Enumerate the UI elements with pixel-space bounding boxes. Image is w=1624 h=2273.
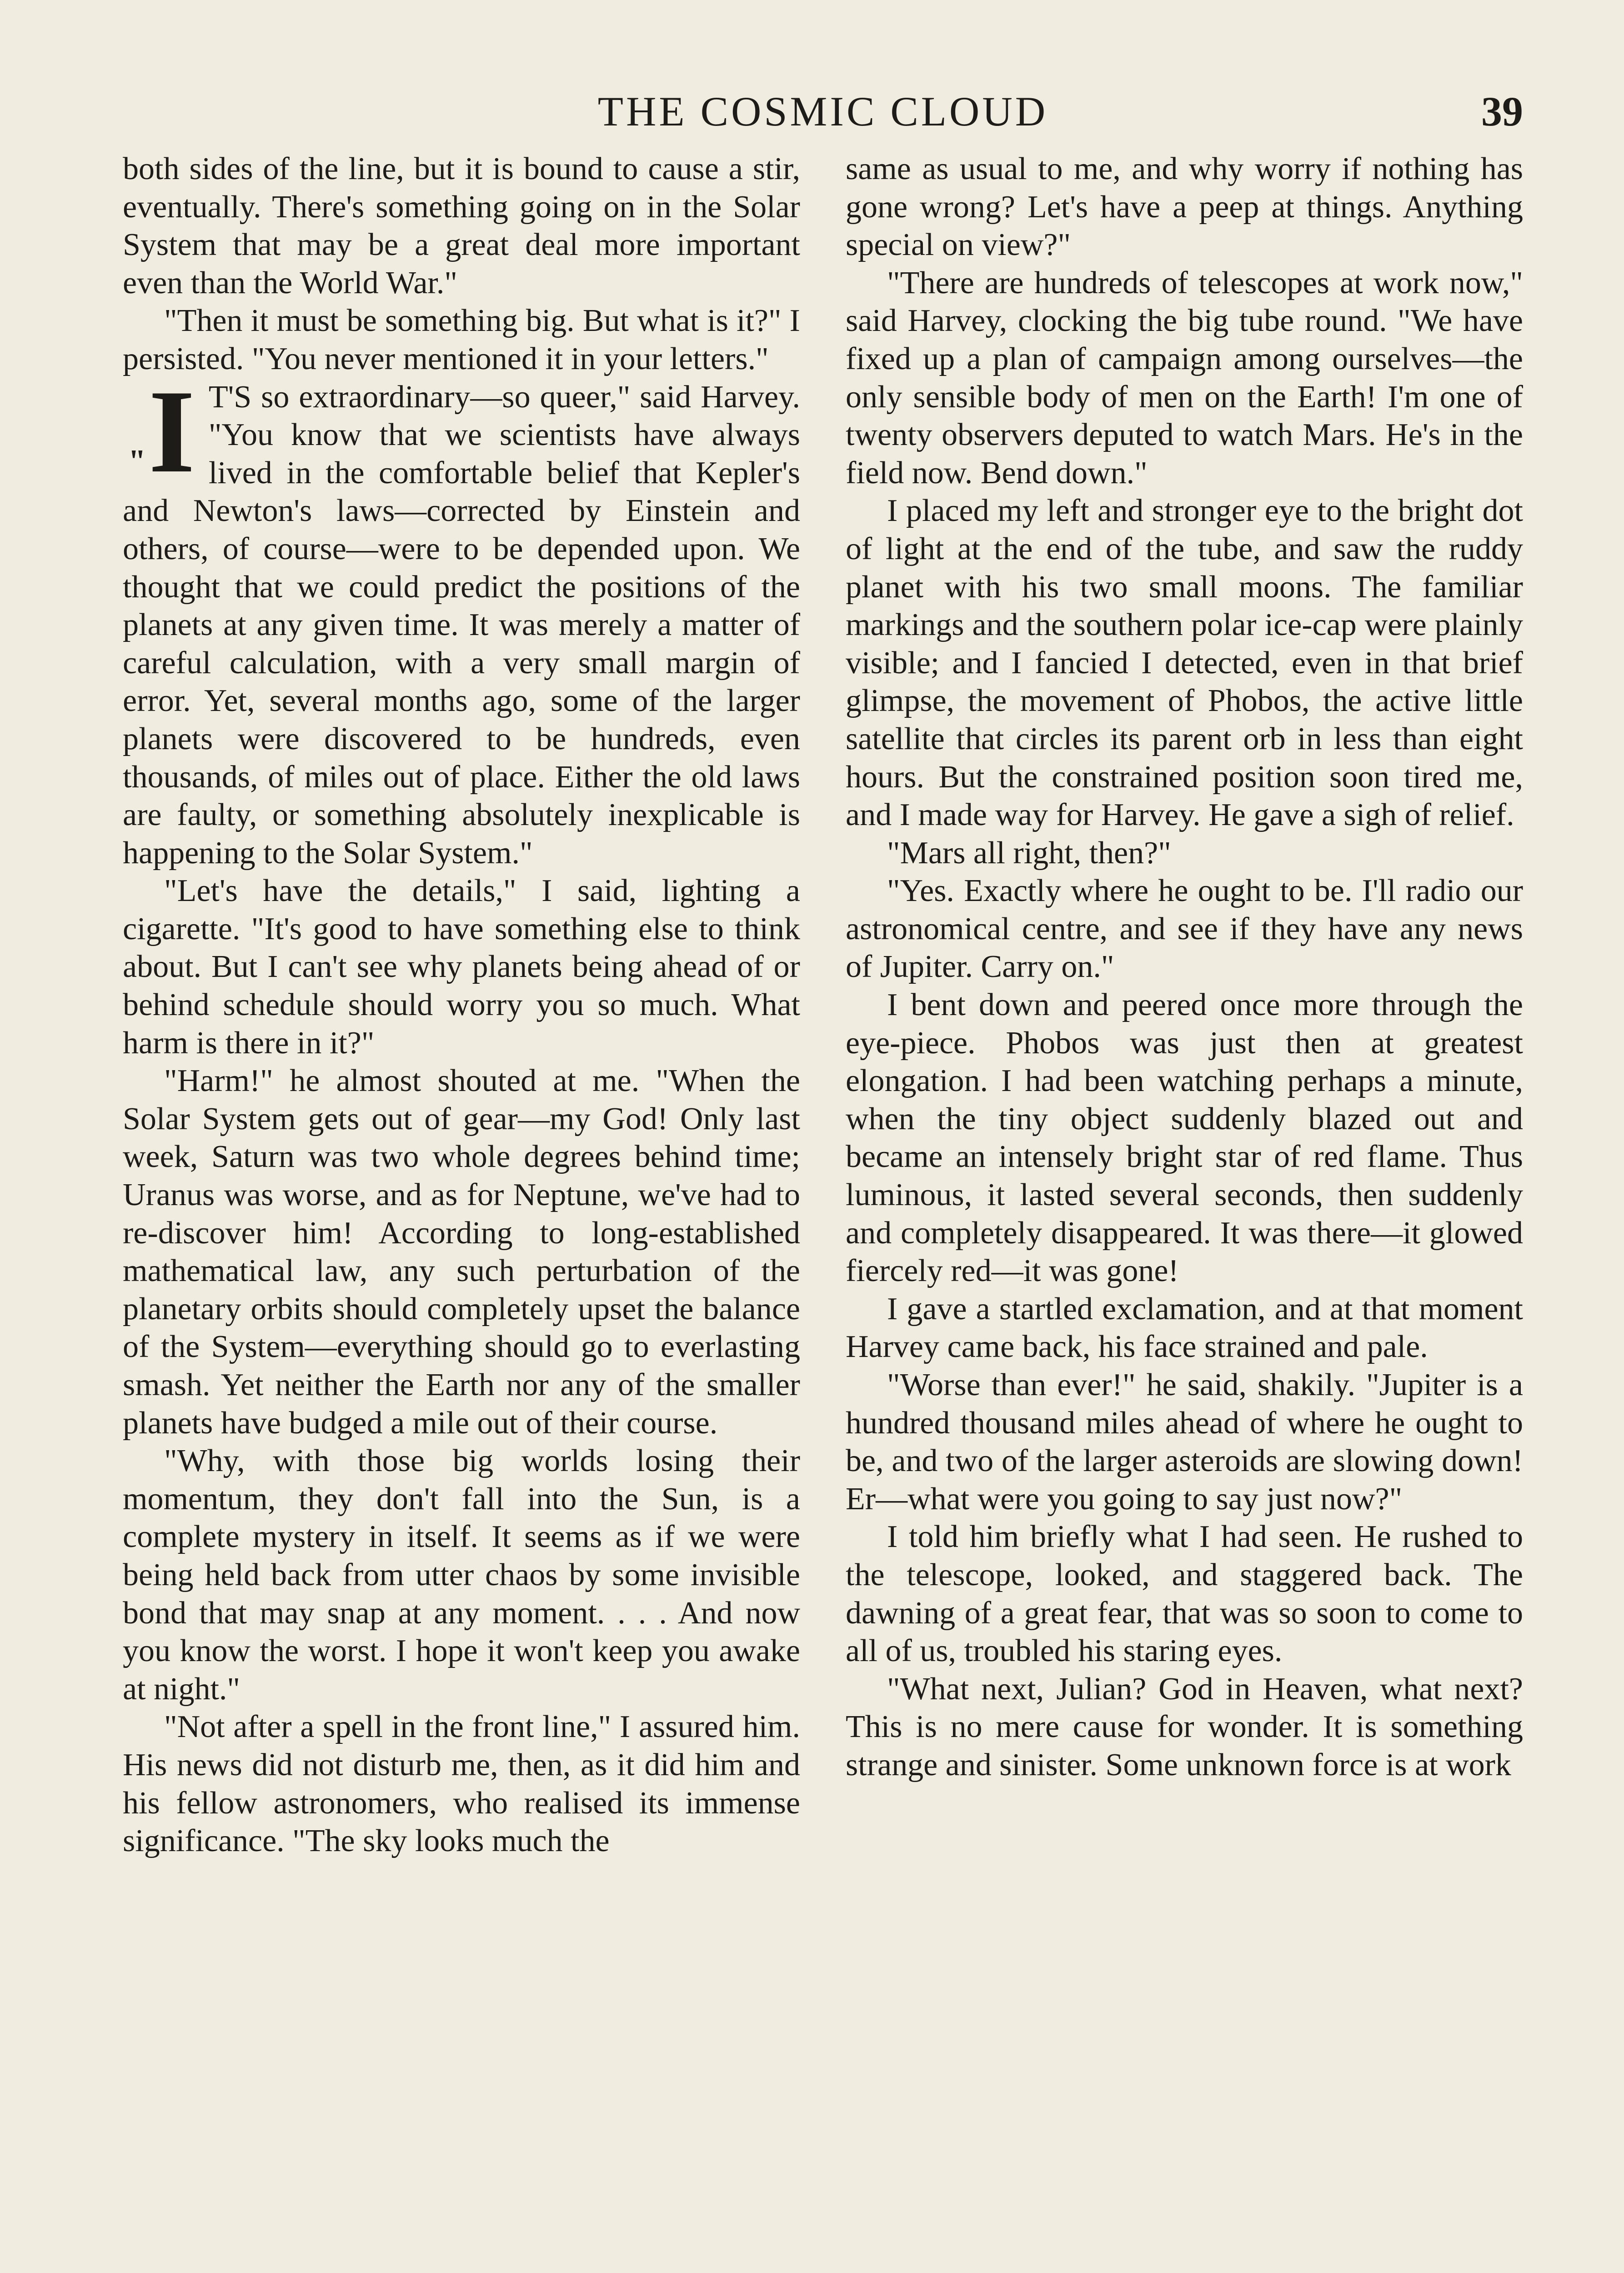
right-column — [846, 150, 1523, 2273]
paragraph: I gave a startled exclamation, and at that moment Harvey came back, his face strained and pale. — [846, 1291, 1523, 1365]
paragraph: "There are hundreds of telescopes at work now," said Harvey, clocking the big tube round. "We have fixed up a plan of campaign among ourselves—the only sensible body of men on the Earth! I'm one of twenty observers deputed to watch Mars. He's in the field now. Bend down." — [846, 265, 1523, 491]
drop-cap-quote: " — [128, 443, 146, 479]
drop-cap-letter: I — [148, 365, 195, 497]
paragraph: I placed my left and stronger eye to the bright dot of light at the end of the tube, and saw the ruddy planet with his two small moons. The familiar markings and the southern polar ice-cap were plainly visible; and I fancied I detected, even in that brief glimpse, the movement of Phobos, the active little satellite that circles its parent orb in less than eight hours. But the constrained position soon tired me, and I made way for Harvey. He gave a sigh of relief. — [846, 493, 1523, 833]
running-head — [123, 86, 1523, 136]
paragraph: both sides of the line, but it is bound to cause a stir, eventually. There's something going on in the Solar System that may be a great deal more important even than the World War." — [123, 151, 800, 300]
paragraph-text: T'S so extraordinary—so queer," said Harvey. "You know that we scientists have always lived in the comfortable belief that Kepler's and Newton's laws—corrected by Einstein and others, of course—were to be depended upon. We thought that we could predict the positions of the planets at any given time. It was merely a matter of careful calculation, with a very small margin of error. Yet, several months ago, some of the larger planets were discovered to be hundreds, even thousands, of miles out of place. Either the old laws are faulty, or something absolutely inexplicable is happening to the Solar System." — [123, 379, 800, 871]
drop-cap — [128, 365, 195, 497]
paragraph: same as usual to me, and why worry if nothing has gone wrong? Let's have a peep at things. Anything special on view?" — [846, 151, 1523, 263]
paragraph: "Why, with those big worlds losing their momentum, they don't fall into the Sun, is a complete mystery in itself. It seems as if we were being held back from utter chaos by some invisible bond that may snap at any moment. . . . And now you know the worst. I hope it won't keep you awake at night." — [123, 1443, 800, 1707]
paragraph: "Not after a spell in the front line," I assured him. His news did not disturb me, then, as it did him and his fellow astronomers, who realised its immense significance. "The sky looks much the — [123, 1709, 800, 1859]
paragraph: "Yes. Exactly where he ought to be. I'll radio our astronomical centre, and see if they have any news of Jupiter. Carry on." — [846, 873, 1523, 985]
paragraph: "Let's have the details," I said, lighting a cigarette. "It's good to have something else to think about. But I can't see why planets being ahead of or behind schedule should worry you so much. What harm is there in it?" — [123, 873, 800, 1061]
page-number: 39 — [1481, 88, 1523, 135]
dropcap-paragraph — [123, 365, 800, 872]
paragraph: "Worse than ever!" he said, shakily. "Jupiter is a hundred thousand miles ahead of where he ought to be, and two of the larger asteroids are slowing down! Er—what were you going to say just now?" — [846, 1367, 1523, 1517]
paragraph: I told him briefly what I had seen. He rushed to the telescope, looked, and staggered back. The dawning of a great fear, that was so soon to come to all of us, troubled his staring eyes. — [846, 1519, 1523, 1669]
paragraph: "Harm!" he almost shouted at me. "When the Solar System gets out of gear—my God! Only last week, Saturn was two whole degrees behind time; Uranus was worse, and as for Neptune, we've had to re-discover him! According to long-established mathematical law, any such perturbation of the planetary orbits should completely upset the balance of the System—everything should go to everlasting smash. Yet neither the Earth nor any of the smaller planets have budged a mile out of their course. — [123, 1063, 800, 1441]
paragraph: I bent down and peered once more through the eye-piece. Phobos was just then at greatest elongation. I had been watching perhaps a minute, when the tiny object suddenly blazed out and became an intensely bright star of red flame. Thus luminous, it lasted several seconds, then suddenly and completely disappeared. It was there—it glowed fiercely red—it was gone! — [846, 987, 1523, 1289]
paragraph: "Mars all right, then?" — [887, 835, 1171, 871]
paragraph: "Then it must be something big. But what is it?" I persisted. "You never mentioned it in your letters." — [123, 303, 800, 376]
running-title: THE COSMIC CLOUD — [597, 88, 1048, 135]
left-column — [123, 150, 800, 2273]
paragraph: "What next, Julian? God in Heaven, what next? This is no mere cause for wonder. It is something strange and sinister. Some unknown force is at work — [846, 1671, 1523, 1782]
